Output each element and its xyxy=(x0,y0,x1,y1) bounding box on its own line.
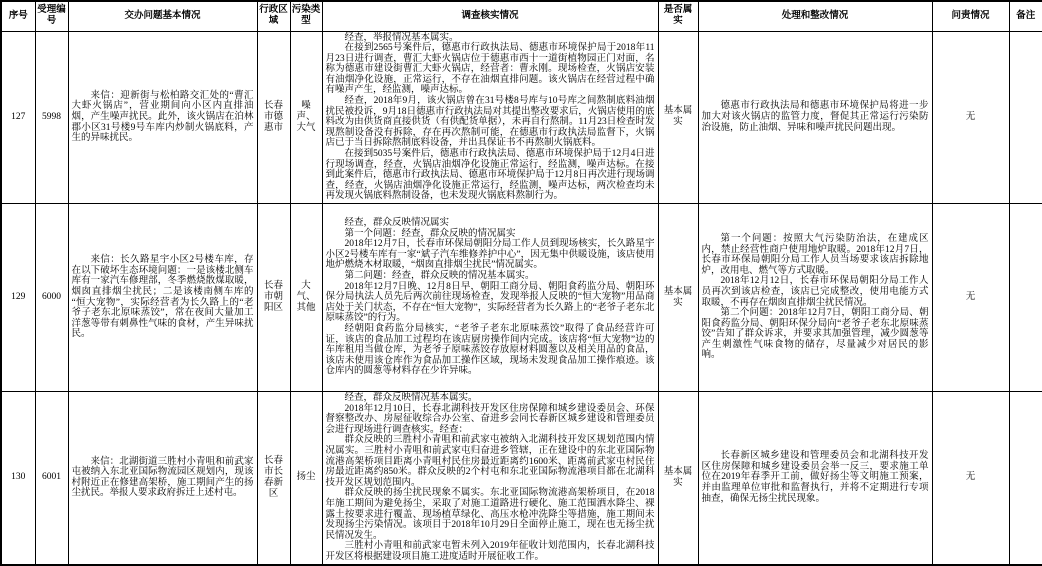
header-investigation: 调查核实情况 xyxy=(322,1,658,31)
paragraph: 经查，2018年9月，该火锅店曾在31号楼8号库与10号库之间熬制底料油烟扰民被投诉，9月18日德惠市行政执法局对其提出整改要求后，火锅店使用的底料改为由供货商直接供货（有供配货单据），未再自行熬制。11月23日检查时发现熬制设备没有拆除，存在再次熬制可能，在德惠市行政执法局监督下，火锅店已于当日拆除熬制底料设备，并出具保证书不再熬制火锅底料。 xyxy=(325,96,655,149)
cell-problem xyxy=(68,392,257,565)
header-seq: 序号 xyxy=(1,1,35,31)
cell-handling xyxy=(698,392,932,565)
cell-verified: 基本属实 xyxy=(658,392,698,565)
header-row xyxy=(1,1,1042,31)
cell-problem xyxy=(68,204,257,392)
paragraph: 第一个问题：按照大气污染防治法，在建成区内，禁止经营性商户使用地炉取暖。2018年12月7日，长春市环保局朝阳分局工作人员当场要求该店拆除地炉，改用电、燃气等方式取暖。 xyxy=(701,233,929,276)
header-case-no: 受理编号 xyxy=(35,1,68,31)
header-remark: 备注 xyxy=(1009,1,1042,31)
header-region: 行政区域 xyxy=(257,1,290,31)
cell-investigation xyxy=(322,204,658,392)
cell-accountability: 无 xyxy=(932,31,1009,204)
paragraph: 经朝阳食药监分局核实，“老爷子老东北原味蒸饺”取得了食品经营许可证，该店的食品加工过程均在该店厨房操作间内完成。该店将“恒大宠物”边的车库租用当做仓库，为老爷子原味蒸饺存放原材料圆葱以及相关用品的食品，该店未使用该仓库作为食品加工操作区域，现场未发现食品加工操作痕迹。该仓库内的圆葱等材料存在少许异味。 xyxy=(325,323,655,377)
paragraph: 在接到5035号案件后，德惠市行政执法局、德惠市环境保护局于12月4日进行现场调查，经查，火锅店油烟净化设施正常运行，经监测，噪声达标。在接到此案件后，德惠市行政执法局、德惠市环境保护局于12月8日再次进行现场调查，经查，火锅店油烟净化设施正常运行，经监测，噪声达标，两次检查均未再发现火锅底料熬制设备，也未发现火锅底料熬制行为。 xyxy=(325,149,655,202)
problem-text: 来信：迎新街与松柏路交汇处的“曹汇大虾火锅店”，营业期间向小区内直排油烟，产生噪声扰民。此外，该火锅店在泊林郡小区31号楼9号车库内炒制火锅底料，产生的异味扰民。 xyxy=(71,90,254,144)
cell-investigation xyxy=(322,31,658,204)
paragraph: 经查，群众反映情况基本属实。 xyxy=(344,393,478,403)
paragraph: 2018年12月7日，长春市环保局朝阳分局工作人员到现场核实，长久路星宇小区2号楼车库有一家“斌子汽车维修养护中心”，因无集中供暖设施，该店使用地炉燃烧木材取暖，“烟囱直排烟尘扰民”情况属实。 xyxy=(325,239,655,271)
header-verified: 是否属实 xyxy=(658,1,698,31)
paragraph: 2018年12月10日，长春北湖科技开发区住房保障和城乡建设委员会、环保督察整改办、房屋征收综合办公室、奋进乡会同长春新区城乡建设和管理委员会进行现场进行调查核实。经查： xyxy=(325,403,655,435)
cell-problem xyxy=(68,31,257,204)
paragraph: 在接到2565号案件后，德惠市行政执法局、德惠市环境保护局于2018年11月23日进行调查，曹汇大虾火锅店位于德惠市西十一道街植物园正门对面，名称为德惠市建设街曹汇大虾火锅店，经营者：曹永刚。现场检查，火锅店安装有油烟净化设施，正常运行，不存在油烟直排问题。该火锅店在经营过程中确有噪声产生，经监测，噪声达标。 xyxy=(325,43,655,96)
cell-handling xyxy=(698,31,932,204)
paragraph: 群众反映的三胜村小青咀和前武家屯被纳入北湖科技开发区规划范围内情况属实。三胜村小青咀和前武家屯归奋进乡管辖，正在建设中的东北亚国际物流港高架桥项目距离小青咀村民住房最近距离约1600米、距离前武家屯村民住房最近距离约850米。群众反映的2个村屯和东北亚国际物流港项目都在北湖科技开发区规划范围内。 xyxy=(325,435,655,488)
paragraph: 2018年12月7日晚、12月8日早，朝阳工商分局、朝阳食药监分局、朝阳环保分局执法人员先后两次前往现场检查，发现举报人反映的“恒大宠物”用品商店处于关门状态，不存在“恒大宠物”，实际经营者为长久路上的“老爷子老东北原味蒸饺”的行为。 xyxy=(325,281,655,324)
paragraph: 三胜村小青咀和前武家屯暂未列入2019年征收计划范围内，长春北湖科技开发区将根据建设项目施工进度适时开展征收工作。 xyxy=(325,541,655,562)
paragraph: 群众反映的扬尘扰民现象不属实。东北亚国际物流港高架桥项目，在2018年施工期间为避免扬尘，采取了对施工道路进行硬化、施工范围洒水降尘、裸露土按要求进行覆盖、现场植草绿化、高压水枪冲洗降尘等措施，施工期间未发现扬尘污染情况。该项目于2018年10月29日全面停止施工，现在也无扬尘扰民情况发生。 xyxy=(325,488,655,541)
paragraph: 2018年12月12日，长春市环保局朝阳分局工作人员再次到该店检查，该店已完成整改，使用电能方式取暖，不再存在烟囱直排烟尘扰民情况。 xyxy=(701,276,929,308)
paragraph: 德惠市行政执法局和德惠市环境保护局将进一步加大对该火锅店的监管力度，督促其正常运行污染防治设施，防止油烟、异味和噪声扰民问题出现。 xyxy=(701,101,929,133)
table-row xyxy=(1,31,1042,204)
cell-accountability: 无 xyxy=(932,204,1009,392)
cell-pollution: 噪声、大气 xyxy=(290,31,322,204)
header-pollution: 污染类型 xyxy=(290,1,322,31)
header-handling: 处理和整改情况 xyxy=(698,1,932,31)
paragraph: 长春新区城乡建设和管理委员会和北湖科技开发区住房保障和城乡建设委员会举一反三，要求施工单位在2019年春季开工前，做好扬尘等文明施工预案，并由监理单位审批和监督执行，并将不定期进行专项抽查，确保无扬尘扰民现象。 xyxy=(701,451,929,504)
cell-investigation xyxy=(322,392,658,565)
paragraph: 经查，群众反映情况属实 xyxy=(344,218,450,229)
header-problem: 交办问题基本情况 xyxy=(68,1,257,31)
cell-case-no: 6001 xyxy=(35,392,68,565)
cell-remark xyxy=(1009,31,1042,204)
paragraph: 经查，举报情况基本属实。 xyxy=(344,32,459,43)
cell-pollution: 扬尘 xyxy=(290,392,322,565)
cell-case-no: 6000 xyxy=(35,204,68,392)
cell-remark xyxy=(1009,392,1042,565)
cell-remark xyxy=(1009,204,1042,392)
cell-seq: 130 xyxy=(1,392,35,565)
paragraph: 第二个问题：2018年12月7日，朝阳工商分局、朝阳食药监分局、朝阳环保分局向“老爷子老东北原味蒸饺”告知了群众诉求，并要求其加强管理，减少圆葱等产生刺激性气味食物的储存，尽量减少对居民的影响。 xyxy=(701,308,929,361)
cell-region: 长春市德惠市 xyxy=(257,31,290,204)
problem-text: 来信：长久路星宇小区2号楼车库，存在以下破坏生态环境问题：一是该楼北侧车库有一家汽车修理部，冬季燃烧散煤取暖，烟囱直排烟尘扰民；二是该楼南侧车库的“恒大宠物”，实际经营者为长久路上的“老爷子老东北原味蒸饺”，常在夜间大量加工洋葱等带有刺鼻性气味的食材，产生异味扰民。 xyxy=(71,255,254,340)
cell-accountability: 无 xyxy=(932,392,1009,565)
problem-text: 来信：北湖街道三胜村小青咀和前武家屯被纳入东北亚国际物流园区规划内，现该村附近正在修建高架桥，施工期间产生的扬尘扰民。举报人要求政府拆迁上述村屯。 xyxy=(71,456,254,499)
cell-case-no: 5998 xyxy=(35,31,68,204)
header-accountability: 问责情况 xyxy=(932,1,1009,31)
cell-handling xyxy=(698,204,932,392)
cell-seq: 129 xyxy=(1,204,35,392)
cell-region: 长春市长春新区 xyxy=(257,392,290,565)
cell-region: 长春市朝阳区 xyxy=(257,204,290,392)
paragraph: 第一个问题：经查，群众反映的情况属实 xyxy=(344,228,516,239)
paragraph: 第二问题：经查，群众反映的情况基本属实。 xyxy=(344,271,535,282)
cell-pollution: 大气、其他 xyxy=(290,204,322,392)
table-row xyxy=(1,204,1042,392)
table-row xyxy=(1,392,1042,565)
cell-verified: 基本属实 xyxy=(658,31,698,204)
cell-seq: 127 xyxy=(1,31,35,204)
cell-verified: 基本属实 xyxy=(658,204,698,392)
